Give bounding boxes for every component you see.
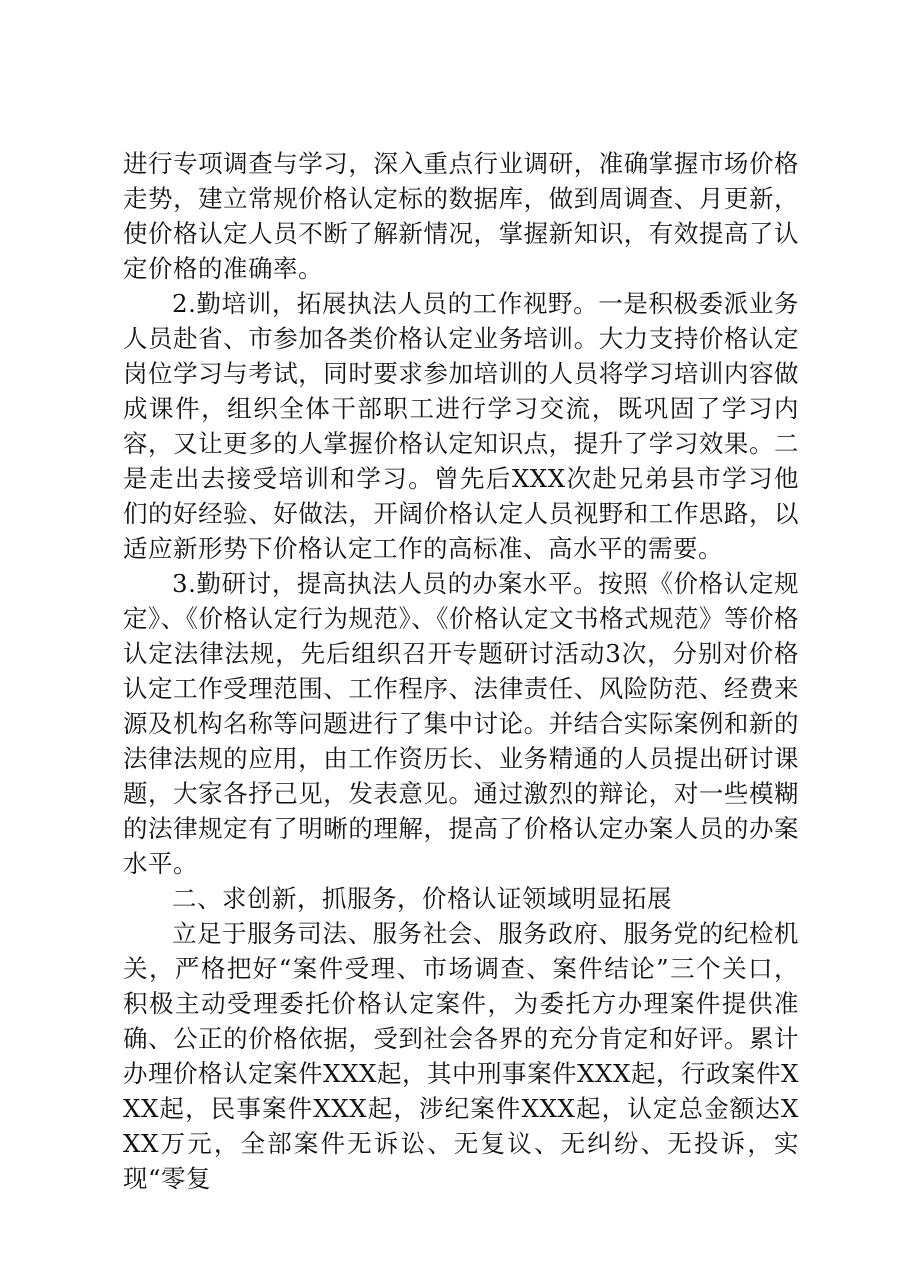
paragraph-service: 立足于服务司法、服务社会、服务政府、服务党的纪检机关，严格把好“案件受理、市场调查、案件结论”三个关口，积极主动受理委托价格认定案件，为委托方办理案件提供准确、公正的价格依据，受到社会各界的充分肯定和好评。累计办理价格认定案件XXX起，其中刑事案件XXX起，行政案件XXX起，民事案件XXX起，涉纪案件XXX起，认定总金额达XXX万元，全部案件无诉讼、无复议、无纠纷、无投诉，实现“零复: [123, 919, 799, 1193]
paragraph-training: 2.勤培训，拓展执法人员的工作视野。一是积极委派业务人员赴省、市参加各类价格认定业务培训。大力支持价格认定岗位学习与考试，同时要求参加培训的人员将学习培训内容做成课件，组织全体干部职工进行学习交流，既巩固了学习内容，又让更多的人掌握价格认定知识点，提升了学习效果。二是走出去接受培训和学习。曾先后XXX次赴兄弟县市学习他们的好经验、好做法，开阔价格认定人员视野和工作思路，以适应新形势下价格认定工作的高标准、高水平的需要。: [123, 289, 799, 563]
document-body: [123, 146, 799, 1196]
paragraph-research: 3.勤研讨，提高执法人员的办案水平。按照《价格认定规定》、《价格认定行为规范》、《价格认定文书格式规范》等价格认定法律法规，先后组织召开专题研讨活动3次，分别对价格认定工作受理范围、工作程序、法律责任、风险防范、经费来源及机构名称等问题进行了集中讨论。并结合实际案例和新的法律法规的应用，由工作资历长、业务精通的人员提出研讨课题，大家各抒己见，发表意见。通过激烈的辩论，对一些模糊的法律规定有了明晰的理解，提高了价格认定办案人员的办案水平。: [123, 569, 799, 878]
paragraph-continuation: 进行专项调查与学习，深入重点行业调研，准确掌握市场价格走势，建立常规价格认定标的数据库，做到周调查、月更新，使价格认定人员不断了解新情况，掌握新知识，有效提高了认定价格的准确率。: [123, 149, 799, 283]
section-heading: 二、求创新，抓服务，价格认证领域明显拓展: [172, 884, 672, 913]
